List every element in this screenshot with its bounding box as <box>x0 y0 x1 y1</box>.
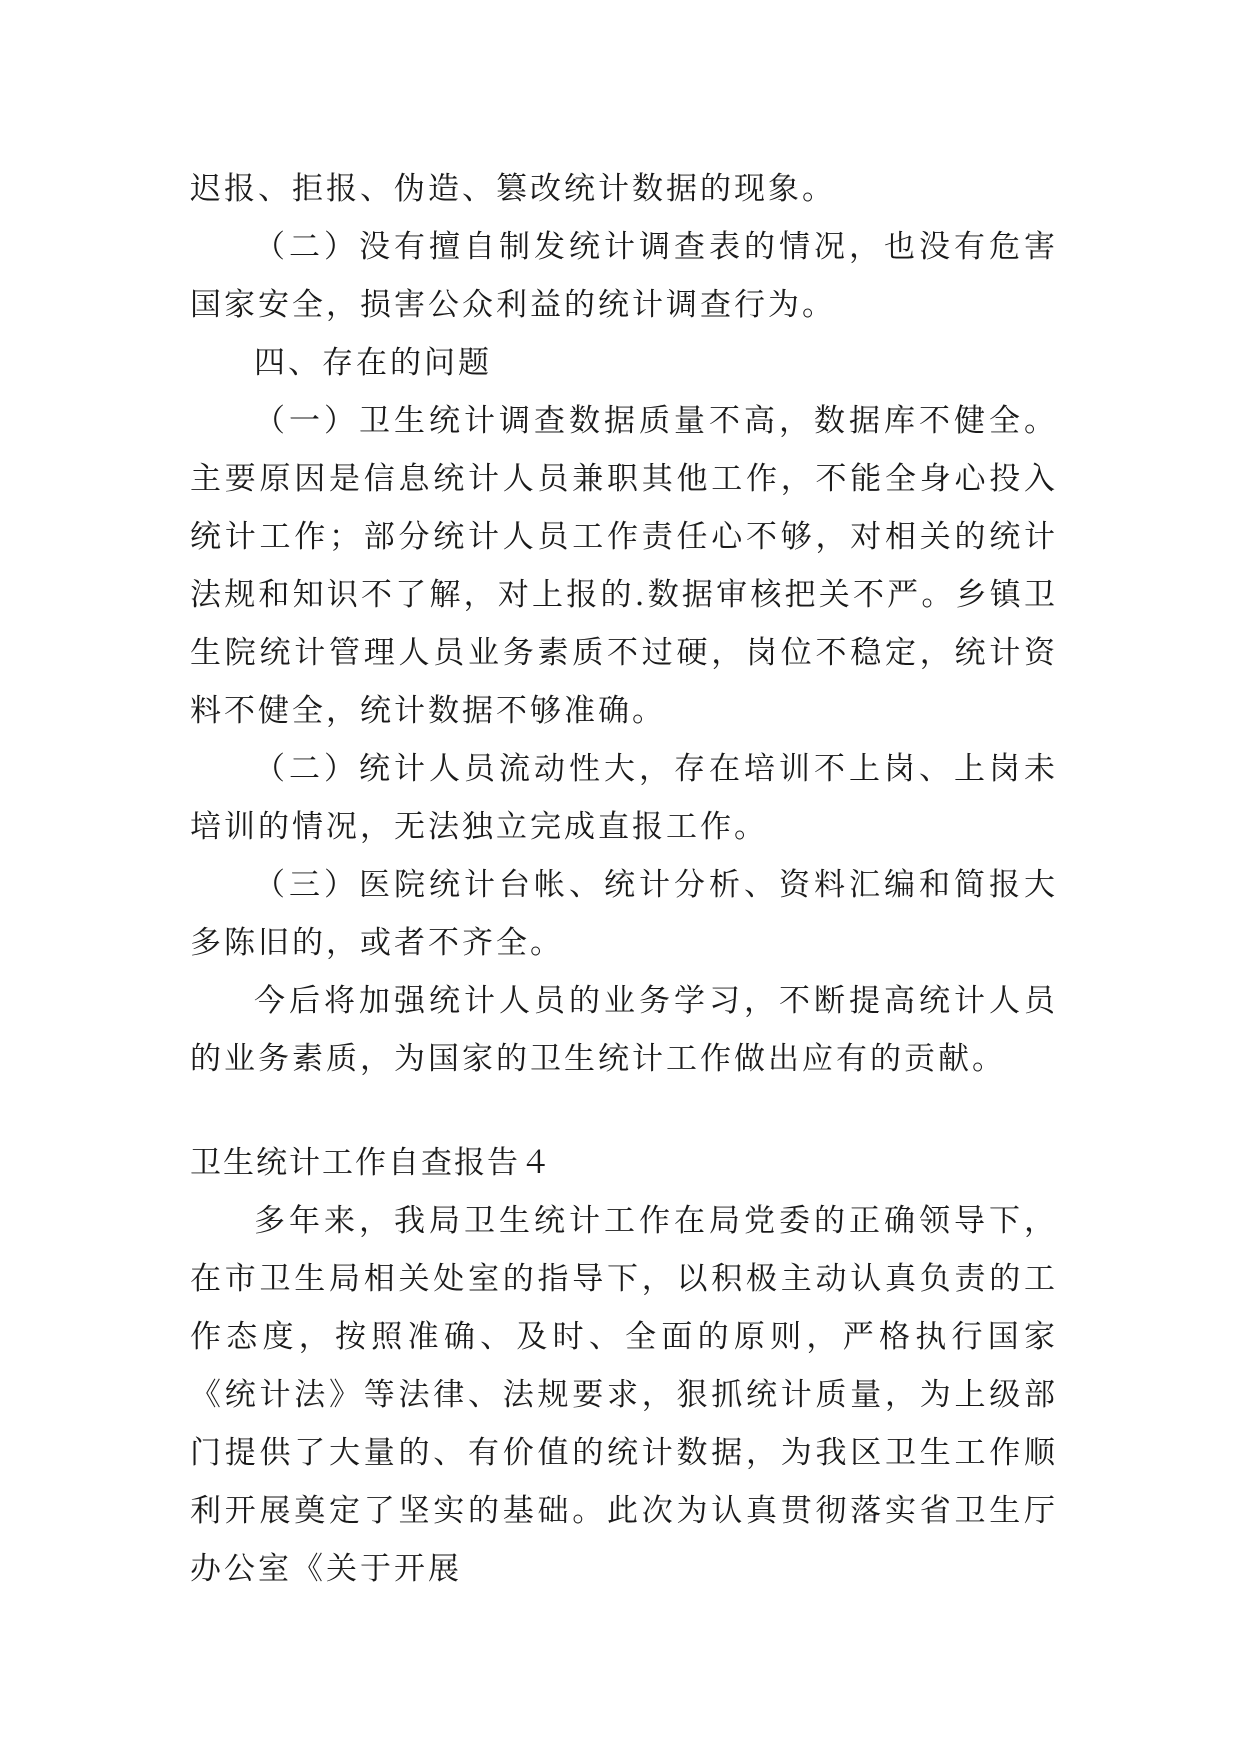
paragraph-problem-2: （二）统计人员流动性大，存在培训不上岗、上岗未培训的情况，无法独立完成直报工作。 <box>190 751 1058 845</box>
section-title-problems: 四、存在的问题 <box>254 345 492 381</box>
paragraph-problem-3: （三）医院统计台帐、统计分析、资料汇编和简报大多陈旧的，或者不齐全。 <box>190 867 1058 961</box>
paragraph-item-2: （二）没有擅自制发统计调查表的情况，也没有危害国家安全，损害公众利益的统计调查行为。 <box>190 229 1058 323</box>
report-heading: 卫生统计工作自查报告４ <box>190 1145 553 1181</box>
paragraph-report-intro: 多年来，我局卫生统计工作在局党委的正确领导下，在市卫生局相关处室的指导下，以积极主动认真负责的工作态度，按照准确、及时、全面的原则，严格执行国家《统计法》等法律、法规要求，狠抓统计质量，为上级部门提供了大量的、有价值的统计数据，为我区卫生工作顺利开展奠定了坚实的基础。此次为认真贯彻落实省卫生厅办公室《关于开展 <box>190 1203 1058 1587</box>
paragraph-problem-1: （一）卫生统计调查数据质量不高，数据库不健全。主要原因是信息统计人员兼职其他工作，不能全身心投入统计工作；部分统计人员工作责任心不够，对相关的统计法规和知识不了解，对上报的.数据审核把关不严。乡镇卫生院统计管理人员业务素质不过硬，岗位不稳定，统计资料不健全，统计数据不够准确。 <box>190 403 1058 729</box>
paragraph-conclusion: 今后将加强统计人员的业务学习，不断提高统计人员的业务素质，为国家的卫生统计工作做出应有的贡献。 <box>190 983 1058 1077</box>
paragraph-continuation: 迟报、拒报、伪造、篡改统计数据的现象。 <box>190 171 836 207</box>
document-body <box>190 160 1058 1598</box>
